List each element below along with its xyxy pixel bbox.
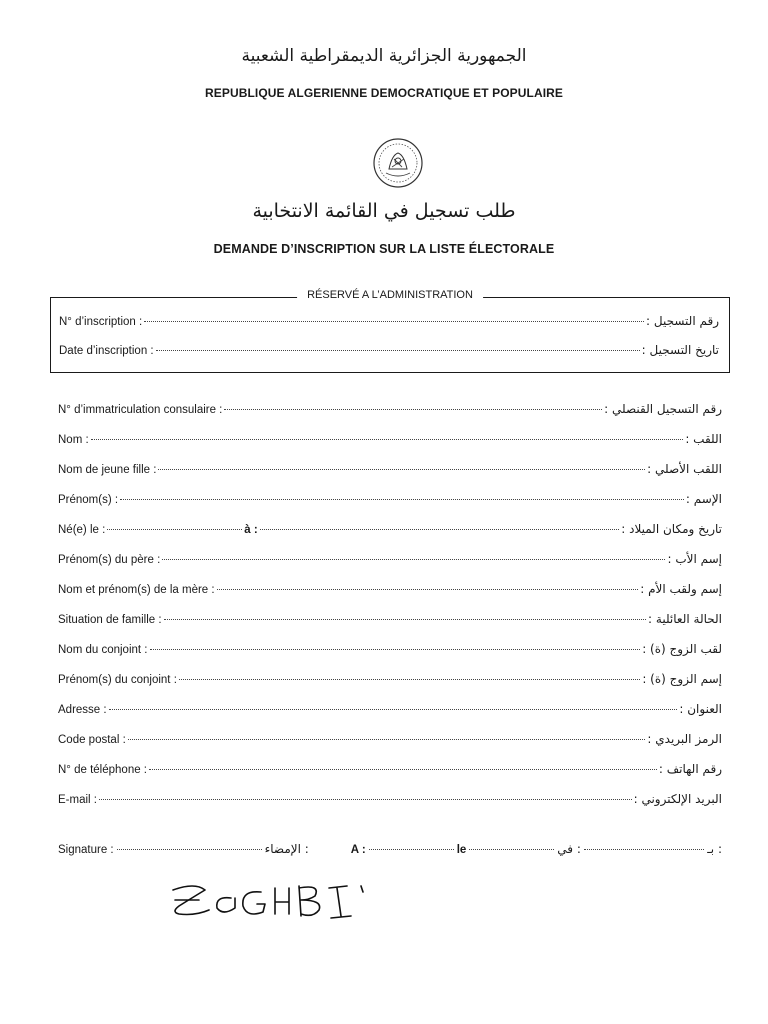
field-label-ar: رقم الهاتف : <box>658 762 722 776</box>
field-label-fr: E-mail : <box>58 794 97 806</box>
place-input-line-ar[interactable] <box>584 848 704 850</box>
field-input-line[interactable] <box>150 648 641 650</box>
field-label-ar: تاريخ التسجيل : <box>641 343 719 357</box>
field-label-ar: اللقب : <box>685 432 722 446</box>
admin-row-inscription-date <box>59 343 719 357</box>
field-row-prenom <box>58 492 722 506</box>
field-label-fr: Situation de famille : <box>58 614 162 626</box>
field-label-fr: N° de téléphone : <box>58 764 147 776</box>
field-label-ar: رقم التسجيل القنصلي : <box>604 402 722 416</box>
signature-input-line[interactable] <box>117 848 262 850</box>
signature-label-ar: الإمضاء : <box>264 842 309 856</box>
field-label-fr: Prénom(s) : <box>58 494 119 506</box>
field-label-ar: تاريخ ومكان الميلاد : <box>621 522 722 536</box>
date-label-fr: le <box>456 844 467 856</box>
national-seal-icon <box>372 137 424 189</box>
field-label-fr: Date d’inscription : <box>59 345 154 357</box>
field-input-line[interactable] <box>91 438 684 440</box>
field-label-fr: Code postal : <box>58 734 126 746</box>
field-row-nom <box>58 432 722 446</box>
field-row-family-status <box>58 612 722 626</box>
field-input-line[interactable] <box>158 468 645 470</box>
field-row-consular-number <box>58 402 722 416</box>
birth-place-label: à : <box>244 524 258 536</box>
field-input-line[interactable] <box>156 349 640 351</box>
field-label-ar: لقب الزوج (ة) : <box>642 642 722 656</box>
place-label-ar: بـ : <box>707 842 722 856</box>
date-input-line[interactable] <box>469 848 554 850</box>
field-row-spouse-name <box>58 642 722 656</box>
field-input-line[interactable] <box>128 738 646 740</box>
date-label-ar: في : <box>557 842 581 856</box>
field-label-fr: Prénom(s) du père : <box>58 554 161 566</box>
birth-date-input-line[interactable] <box>107 528 242 530</box>
field-label-ar: البريد الإلكتروني : <box>633 792 722 806</box>
field-label-fr: Nom du conjoint : <box>58 644 148 656</box>
field-row-spouse-first-name <box>58 672 722 686</box>
field-row-mother <box>58 582 722 596</box>
field-input-line[interactable] <box>144 320 644 322</box>
field-input-line[interactable] <box>162 558 665 560</box>
field-label-fr: Prénom(s) du conjoint : <box>58 674 177 686</box>
field-row-father <box>58 552 722 566</box>
field-input-line[interactable] <box>179 678 640 680</box>
field-label-fr: N° d’inscription : <box>59 316 143 328</box>
field-input-line[interactable] <box>217 588 639 590</box>
field-input-line[interactable] <box>99 798 632 800</box>
signature-label-fr: Signature : <box>58 844 114 856</box>
field-input-line[interactable] <box>120 498 684 500</box>
place-input-line[interactable] <box>369 848 454 850</box>
administration-legend: RÉSERVÉ A L’ADMINISTRATION <box>297 289 483 301</box>
field-label-fr: Adresse : <box>58 704 107 716</box>
field-input-line[interactable] <box>149 768 657 770</box>
admin-row-inscription-number <box>59 314 719 328</box>
field-label-ar: الحالة العائلية : <box>648 612 722 626</box>
field-label-ar: العنوان : <box>679 702 722 716</box>
field-row-email <box>58 792 722 806</box>
field-label-fr: Nom et prénom(s) de la mère : <box>58 584 215 596</box>
header-french-title: REPUBLIQUE ALGERIENNE DEMOCRATIQUE ET POPULAIRE <box>204 86 564 100</box>
form-arabic-title: طلب تسجيل في القائمة الانتخابية <box>252 200 516 222</box>
field-row-maiden-name <box>58 462 722 476</box>
signature-row <box>58 842 722 856</box>
field-row-phone <box>58 762 722 776</box>
field-label-ar: إسم الأب : <box>667 552 722 566</box>
field-input-line[interactable] <box>224 408 602 410</box>
field-row-address <box>58 702 722 716</box>
field-label-ar: الرمز البريدي : <box>647 732 722 746</box>
birth-place-input-line[interactable] <box>260 528 620 530</box>
field-label-fr: Nom : <box>58 434 89 446</box>
administration-box <box>50 289 730 373</box>
header-arabic-title: الجمهورية الجزائرية الديمقراطية الشعبية <box>241 46 527 66</box>
field-label-fr: N° d’immatriculation consulaire : <box>58 404 223 416</box>
field-label-ar: اللقب الأصلي : <box>647 462 722 476</box>
form-french-title: DEMANDE D’INSCRIPTION SUR LA LISTE ÉLECTORALE <box>213 242 555 256</box>
field-label-ar: الإسم : <box>685 492 722 506</box>
field-input-line[interactable] <box>164 618 646 620</box>
field-label-fr: Nom de jeune fille : <box>58 464 157 476</box>
place-label-fr: A : <box>350 844 366 856</box>
field-input-line[interactable] <box>109 708 678 710</box>
field-label-ar: إسم ولقب الأم : <box>640 582 722 596</box>
field-row-birth <box>58 522 722 536</box>
field-row-postal-code <box>58 732 722 746</box>
field-label-ar: إسم الزوج (ة) : <box>642 672 722 686</box>
handwritten-signature <box>165 876 380 926</box>
field-label-fr: Né(e) le : <box>58 524 106 536</box>
field-label-ar: رقم التسجيل : <box>646 314 719 328</box>
